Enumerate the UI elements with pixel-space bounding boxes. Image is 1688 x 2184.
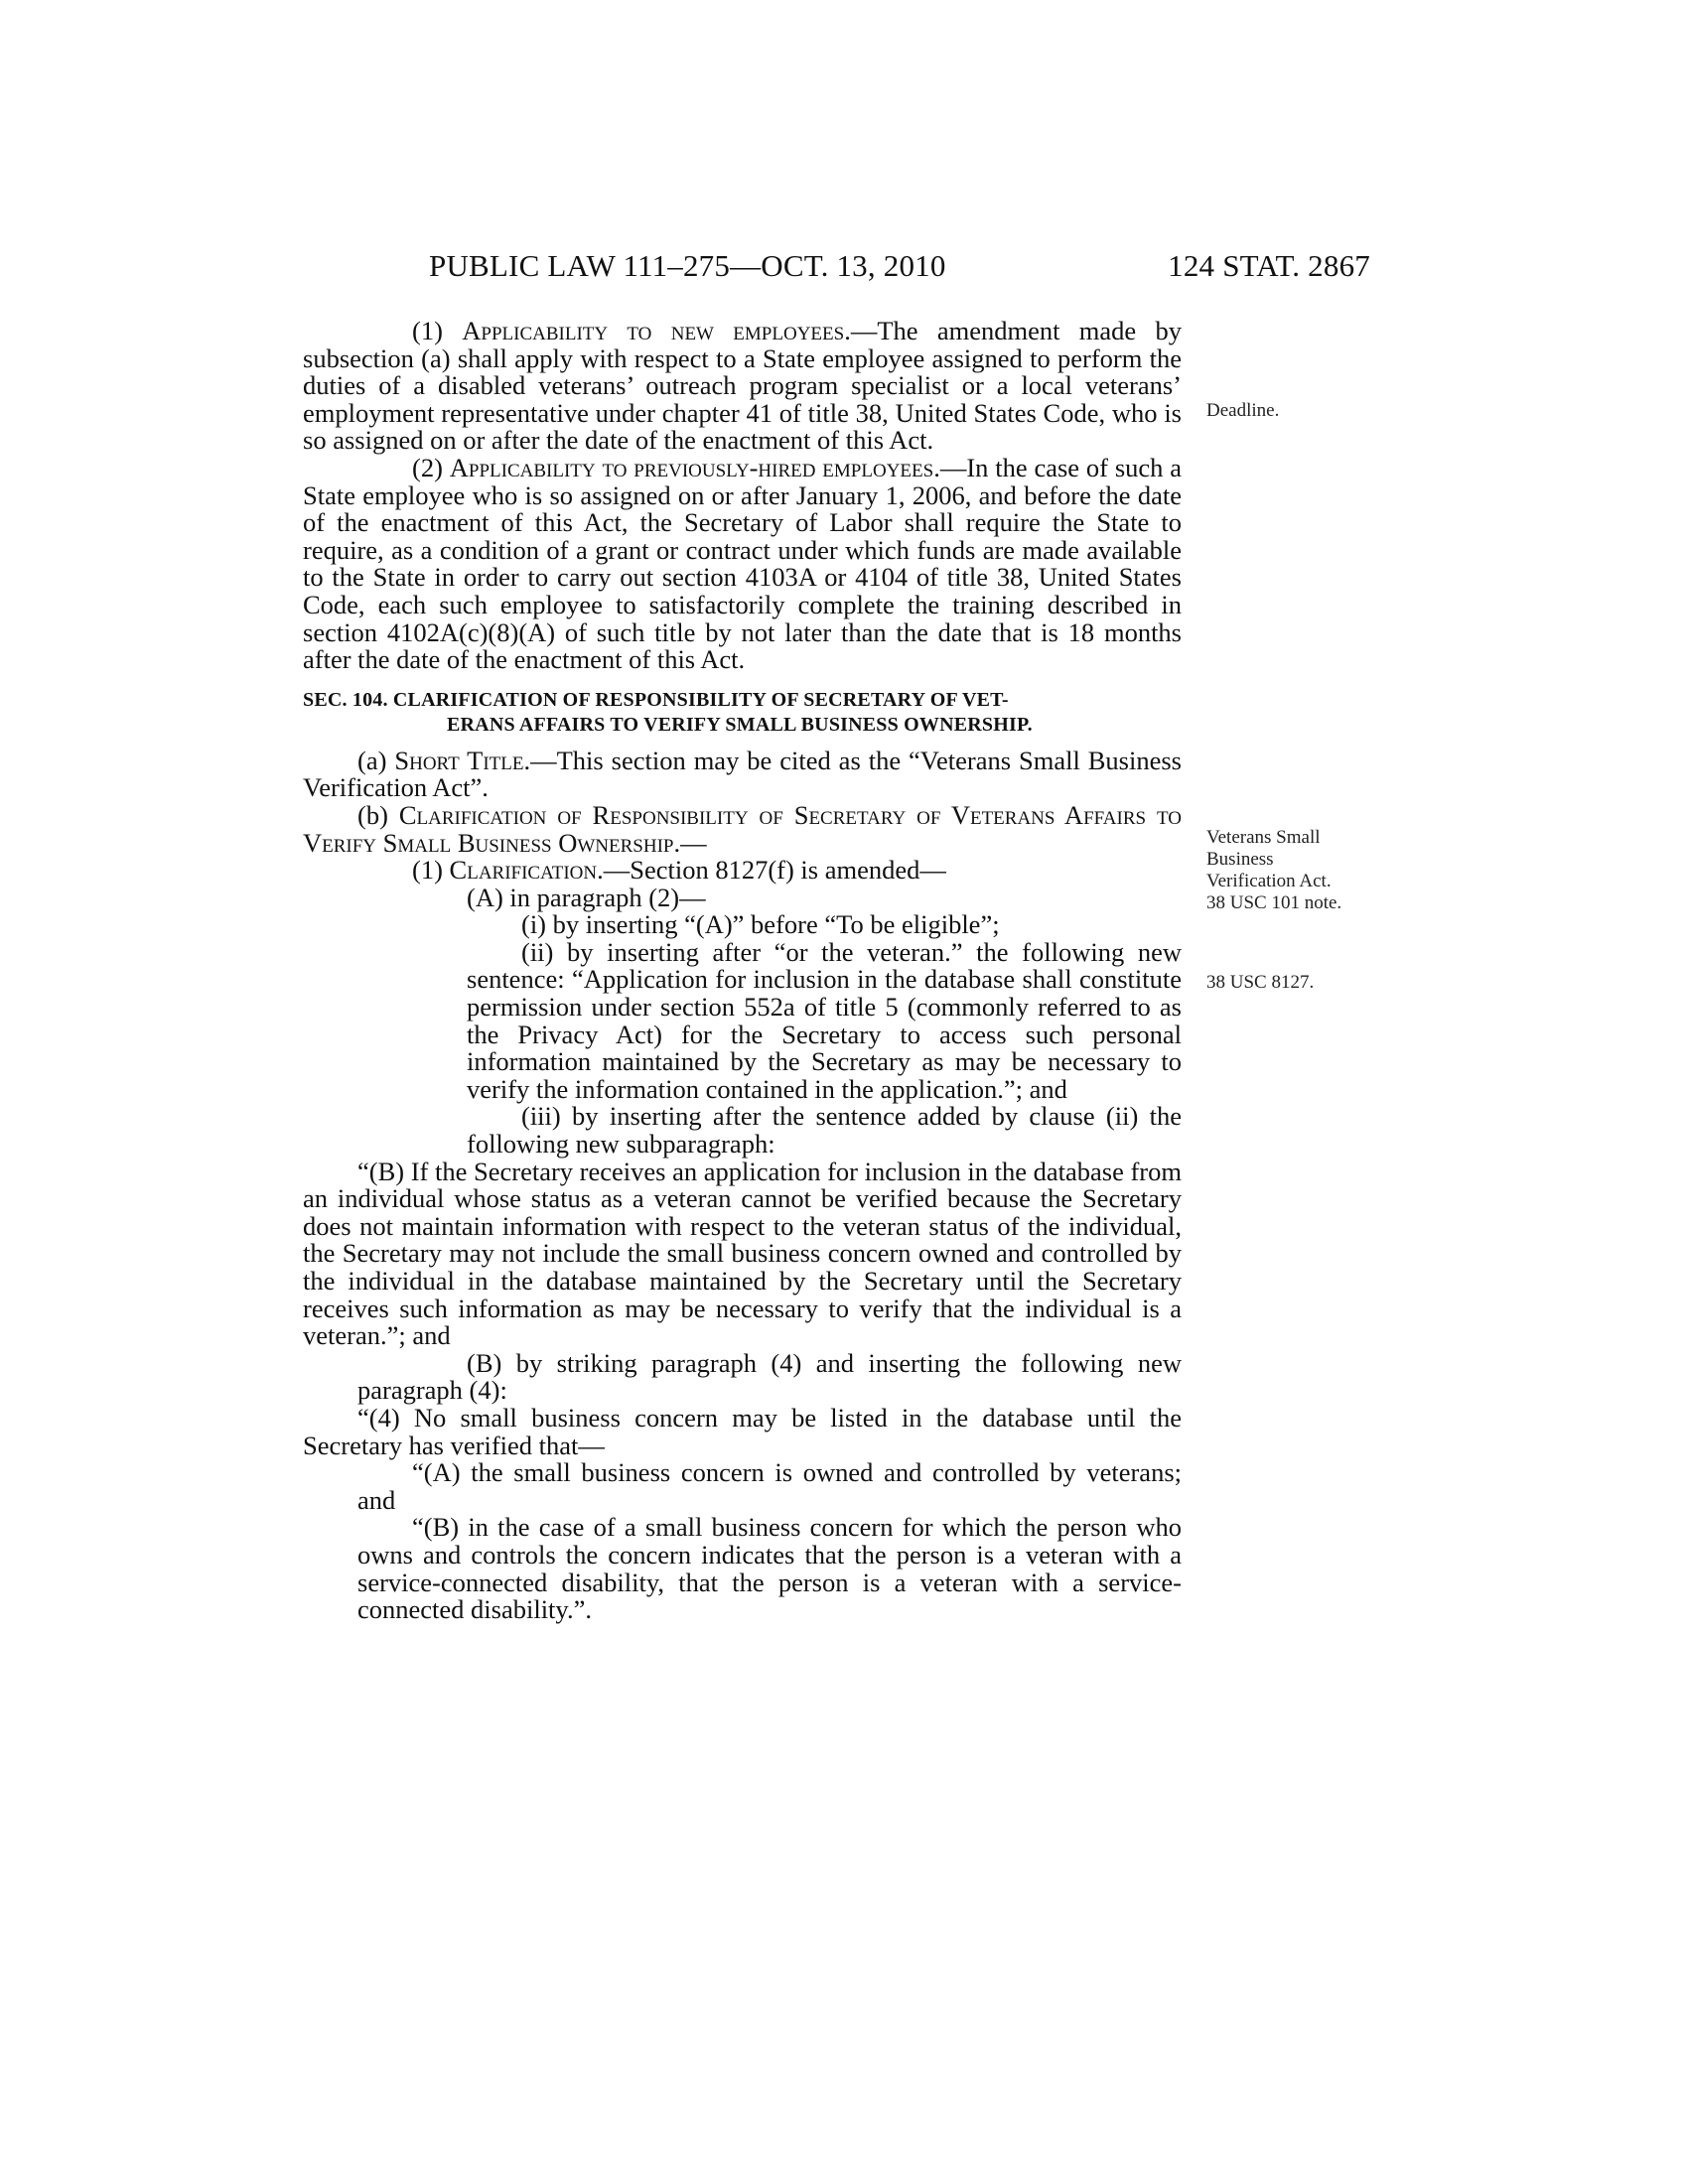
paragraph-b1 [303, 857, 1182, 885]
margin-note-line: Business [1206, 849, 1274, 870]
paragraph-1 [303, 318, 1182, 455]
margin-note-deadline: Deadline. [1206, 400, 1280, 421]
paragraph-2-label: (2) [412, 452, 450, 482]
margin-note-line: Verification Act. [1206, 871, 1332, 891]
header-stat-page: 124 STAT. 2867 [1168, 248, 1370, 283]
subsection-b-label: (b) [357, 799, 399, 830]
subsection-a [303, 745, 1182, 803]
margin-note-38-usc-8127: 38 USC 8127. [1206, 972, 1315, 993]
margin-note-veterans-act [1206, 827, 1405, 914]
subparagraph-B: (B) by striking paragraph (4) and inserting the following new paragraph (4): [357, 1347, 1182, 1406]
subsection-a-label: (a) [357, 745, 395, 775]
quoted-paragraph-4A: “(A) the small business concern is owned and controlled by veterans; and [357, 1457, 1182, 1515]
paragraph-2-heading: Applicability to previously-hired employees. [449, 452, 940, 482]
margin-note-line: Veterans Small [1206, 827, 1321, 848]
paragraph-2 [303, 452, 1182, 675]
paragraph-1-heading: Applicability to new employees. [462, 316, 851, 345]
subsection-b [303, 799, 1183, 858]
quoted-paragraph-4: “(4) No small business concern may be listed in the database until the Secretary has verified that— [303, 1402, 1182, 1460]
body-text [303, 318, 1182, 1624]
quoted-subparagraph-B: “(B) If the Secretary receives an application for inclusion in the database from an individual whose status as a veteran cannot be verified because the Secretary does not maintain information with respect to the veteran status of the individual, the Secretary may not include the small business concern owned and controlled by the individual in the database maintained by the Secretary until the Secretary receives such information as may be necessary to verify that the individual is a veteran.”; and [303, 1156, 1182, 1351]
paragraph-1-text: —The amendment made by subsection (a) shall apply with respect to a State employee assigned to perform the duties of a disabled veterans’ outreach program specialist or a local veterans’ employment representative under chapter 41 of title 38, United States Code, who is so assigned on or after the date of the enactment of this Act. [303, 316, 1183, 456]
subsection-b-heading: Clarification of Responsibility of Secretary of Veterans Affairs to Verify Small Business Ownership. [303, 799, 1183, 858]
clause-i: (i) by inserting “(A)” before “To be eligible”; [521, 909, 1000, 940]
clause-ii: (ii) by inserting after “or the veteran.” the following new sentence: “Application for inclusion in the database shall constitute permission under section 552a of title 5 (commonly referred to as the Privacy Act) for the Secretary to access such personal information maintained by the Secretary as may be necessary to verify the information contained in the application.”; and [467, 936, 1182, 1104]
subsection-a-text: —This section may be cited as the “Veterans Small Business Verification Act”. [303, 745, 1182, 803]
paragraph-b1-text: —Section 8127(f) is amended— [603, 855, 946, 886]
section-104-heading-line2: ERANS AFFAIRS TO VERIFY SMALL BUSINESS OWNERSHIP. [447, 713, 1033, 736]
paragraph-b1-label: (1) [412, 855, 450, 886]
section-104-heading [303, 688, 1182, 738]
subsection-b-text: — [680, 827, 707, 858]
subsection-a-heading: Short Title. [394, 745, 531, 775]
section-104-heading-line1: SEC. 104. CLARIFICATION OF RESPONSIBILITY OF SECRETARY OF VET- [303, 688, 1009, 711]
paragraph-1-label: (1) [412, 316, 463, 345]
paragraph-2-text: —In the case of such a State employee who is so assigned on or after January 1, 2006, and before the date of the enactment of this Act, the Secretary of Labor shall require the State to require, as a condition of a grant or contract under which funds are made available to the State in order to carry out section 4103A or 4104 of title 38, United States Code, each such employee to satisfactorily complete the training described in section 4102A(c)(8)(A) of such title by not later than the date that is 18 months after the date of the enactment of this Act. [303, 452, 1182, 675]
quoted-paragraph-4B: “(B) in the case of a small business concern for which the person who owns and controls the concern indicates that the person is a veteran with a service-connected disability, that the person is a veteran with a service-connected disability.”. [357, 1512, 1182, 1625]
page-header [0, 248, 1688, 288]
subparagraph-A: (A) in paragraph (2)— [467, 882, 706, 912]
header-law-citation: PUBLIC LAW 111–275—OCT. 13, 2010 [429, 248, 946, 283]
clause-iii: (iii) by inserting after the sentence added by clause (ii) the following new subparagraph: [467, 1101, 1182, 1160]
margin-note-line: 38 USC 101 note. [1206, 892, 1342, 913]
paragraph-b1-heading: Clarification. [449, 855, 604, 886]
